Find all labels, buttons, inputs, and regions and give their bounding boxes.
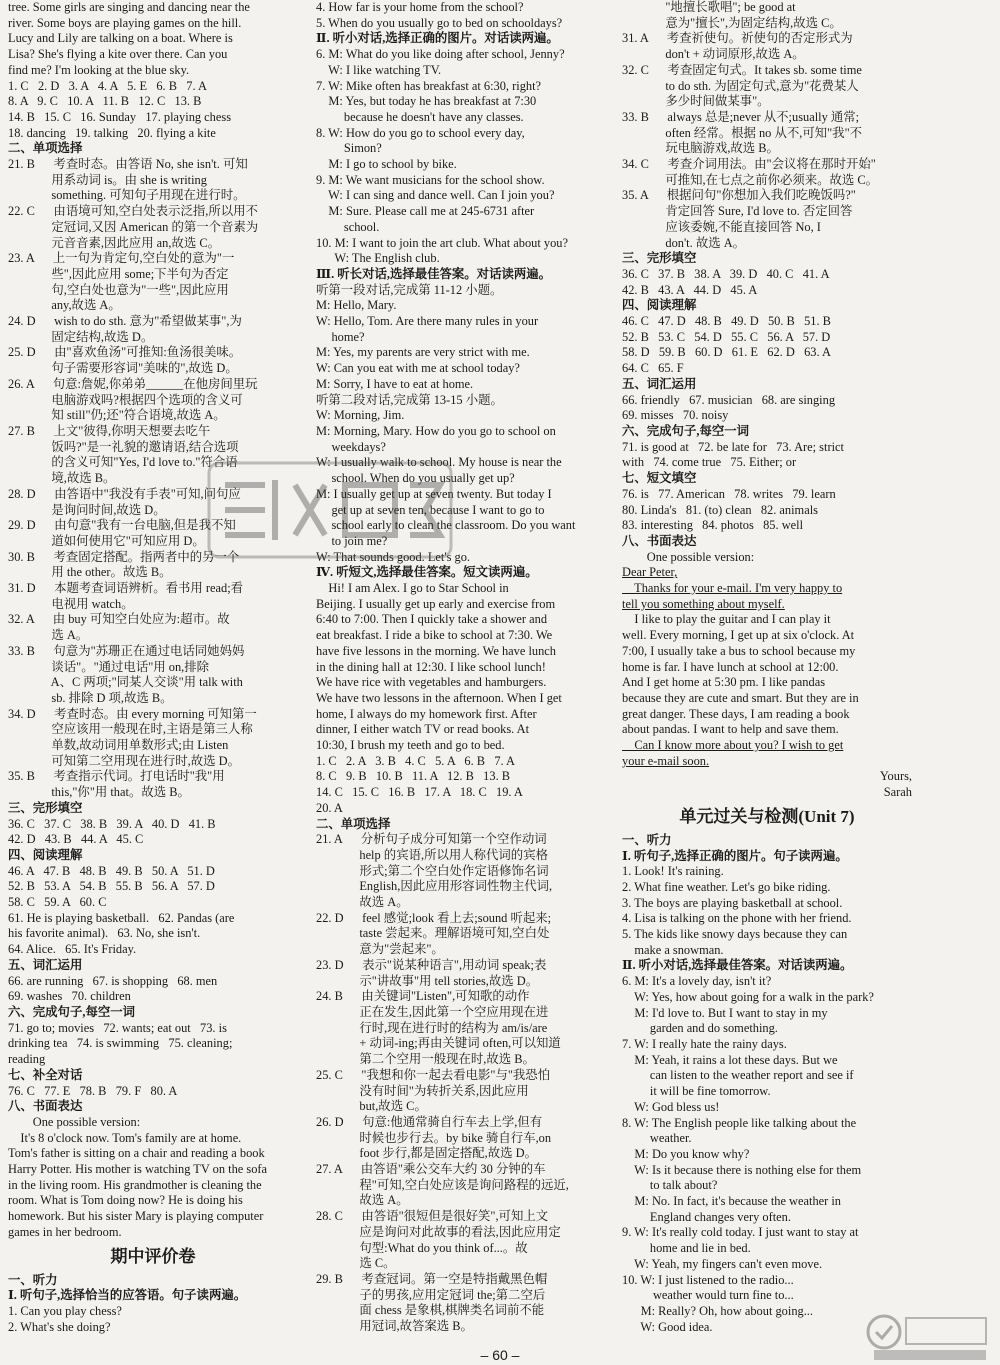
text-line: foot 步行,都是固定搭配,故选 D。 [316,1146,537,1161]
middle-column [316,0,602,1345]
section-heading: 七、补全对话 [8,1067,83,1082]
text-line: 7. W: Mike often has breakfast at 6:30, right? [316,78,542,93]
text-line: weather. [622,1131,692,1146]
text-line: 23. A 上一句为肯定句,空白处的意为"一 [8,251,235,266]
text-line: 面 chess 是象棋,棋牌类名词前不能 [316,1303,545,1318]
text-line: M: Yes, my parents are very strict with me. [316,345,530,360]
text-line: 1. Can you play chess? [8,1303,122,1318]
text-line: 谈话"。"通过电话"用 on,排除 [8,659,210,674]
section-heading: 八、书面表达 [8,1099,83,1114]
section-heading: Ⅰ. 听句子,选择恰当的应答语。句子读两遍。 [8,1288,247,1303]
text-line: 8. A 9. C 10. A 11. B 12. C 13. B [8,94,202,109]
text-line: 示"讲故事"用 tell stories,故选 D。 [316,973,539,988]
text-line: 80. Linda's 81. (to) clean 82. animals [622,502,818,517]
text-line: 10:30, I brush my teeth and go to bed. [316,738,505,753]
text-line: 36. C 37. C 38. B 39. A 40. D 41. B [8,816,216,831]
text-line: 42. B 43. A 44. D 45. A [622,282,758,297]
text-line: 35. B 考查指示代词。打电话时"我"用 [8,769,225,784]
text-line: taste 尝起来。理解语境可知,空白处 [316,926,550,941]
text-line: One possible version: [8,1114,141,1129]
text-line: 些",因此应用 some;下半句为否定 [8,266,229,281]
text-line: 64. C 65. F [622,361,684,376]
text-line: W: Morning, Jim. [316,408,405,423]
text-line: 用 the other。故选 B。 [8,565,172,580]
text-line: 24. D wish to do sth. 意为"希望做某事",为 [8,314,242,329]
text-line: M: Yeah, it rains a lot these days. But we [622,1052,838,1067]
text-line: home and lie in bed. [622,1241,751,1256]
section-heading: Ⅰ. 听句子,选择正确的图片。句子读两遍。 [622,848,848,863]
text-line: 玩电脑游戏,故选 B。 [622,141,779,156]
text-line: 句型:What do you think of...。故 [316,1240,528,1255]
text-line: tree. Some girls are singing and dancing near the [8,0,250,14]
text-line: M: Sorry, I have to eat at home. [316,376,474,391]
text-line: 21. A 分析句子成分可知第一个空作动词 [316,832,547,847]
text-line: 时候也步行去。by bike 骑自行车,on [316,1130,552,1145]
text-line: 1. C 2. A 3. B 4. C 5. A 6. B 7. A [316,753,515,768]
text-line: 52. B 53. A 54. B 55. B 56. A 57. D [8,879,215,894]
text-line: A、C 两项;"同某人交谈"用 talk with [8,675,243,690]
text-line: 应是询问对此故事的看法,因此应用定 [316,1224,561,1239]
section-heading: 一、听力 [8,1272,58,1287]
text-line: 35. A 根据问句"你想加入我们吃晚饭吗?" [622,188,856,203]
text-line: 正在发生,因此第一个空应用现在进 [316,1005,549,1019]
text-line: Sarah [883,785,912,800]
text-line: 30. B 考查固定搭配。指两者中的另一个 [8,549,240,564]
text-line: Tom's father is sitting on a chair and reading a book [8,1146,265,1161]
text-line: 32. A 由 buy 可知空白处应为:超市。故 [8,612,230,627]
text-line: 意为"尝起来"。 [316,942,444,957]
text-line: 5. When do you usually go to bed on schooldays? [316,15,563,30]
text-line: 肯定回答 Sure, I'd love to. 否定回答 [622,204,853,219]
text-line: but,故选 C。 [316,1099,427,1114]
text-line: 空应该用一般现在时,主语是第三人称 [8,722,253,737]
text-line: 20. A [316,800,343,815]
text-line: 71. is good at 72. be late for 73. Are; strict [622,439,844,454]
section-heading: 八、书面表达 [622,533,697,548]
section-heading: 一、听力 [622,832,672,847]
text-line: M: Morning, Mary. How do you go to school on [316,423,556,438]
text-line: help 的宾语,所以用人称代词的宾格 [316,847,548,862]
section-heading: 二、单项选择 [8,141,83,156]
text-line: 2. What fine weather. Let's go bike riding. [622,879,831,894]
text-line: 应该委婉,不能直接回答 No, I [622,219,821,234]
section-heading: 三、完形填空 [622,251,697,266]
text-line: Harry Potter. His mother is watching TV on the sofa [8,1162,268,1177]
text-line: well. Every morning, I get up at six o'clock. At [622,628,855,643]
text-line: 31. A 考查祈使句。祈使句的否定形式为 [622,31,853,46]
text-line: 6:40 to 7:00. Then I quickly take a shower and [316,612,548,627]
text-line: W: Is it because there is nothing else for them [622,1162,862,1177]
text-line: it will be fine tomorrow. [622,1084,771,1099]
text-line: 6. M: What do you like doing after school, Jenny? [316,47,565,62]
text-line: 用冠词,故答案选 B。 [316,1319,473,1334]
text-line: reading [8,1052,46,1067]
text-line: 27. A 由答语"乘公交车大约 30 分钟的车 [316,1162,546,1177]
text-line: W: Good idea. [622,1319,713,1334]
text-line: 电视用 watch。 [8,596,134,611]
text-line: W: I usually walk to school. My house is near the [316,455,562,470]
text-line: 71. go to; movies 72. wants; eat out 73. is [8,1020,227,1035]
text-line: Yours, [879,769,912,784]
text-line: sb. 排除 D 项,故选 B。 [8,690,173,705]
text-line: I like to play the guitar and I can play it [622,612,831,627]
text-line: 可推知,在七点之前你必须来。故选 C。 [622,172,879,187]
text-line: river. Some boys are playing games on the hill. [8,15,242,30]
text-line: 10. M: I want to join the art club. What about you? [316,235,569,250]
text-line: + 动词-ing;再由关键词 often,可以知道 [316,1036,561,1051]
section-heading: Ⅳ. 听短文,选择最佳答案。短文读两遍。 [316,565,538,580]
text-line: M: I usually get up at seven twenty. But today I [316,486,552,501]
text-line: W: God bless us! [622,1099,720,1114]
text-line: W: I like watching TV. [316,62,442,77]
text-line: 故选 A。 [316,895,409,910]
text-line: 意为"擅长",为固定结构,故选 C。 [622,15,842,30]
section-heading: Ⅱ. 听小对话,选择正确的图片。对话读两遍。 [316,31,559,46]
text-line: 33. B 句意为"苏珊正在通过电话同她妈妈 [8,643,245,658]
text-line: 23. D 表示"说某种语言",用动词 speak;表 [316,957,547,972]
text-line: 第二个空用一般现在时,故选 B。 [316,1052,535,1067]
text-line: 27. B 上文"彼得,你明天想要去吃午 [8,423,211,438]
text-line: 31. D 本题考查词语辨析。看书用 read;看 [8,581,244,596]
text-line: 用系动词 is。由 she is writing [8,172,207,187]
text-line: M: Yes, but today he has breakfast at 7:30 [316,94,537,109]
text-line: 9. W: It's really cold today. I just want to stay at [622,1225,859,1240]
text-line: W: Yeah, my fingers can't even move. [622,1256,823,1271]
section-heading: 五、词汇运用 [622,376,697,391]
text-line: One possible version: [622,549,755,564]
section-title: 期中评价卷 [110,1246,196,1266]
section-heading: 五、词汇运用 [8,957,83,972]
text-line: weather would turn fine to... [622,1288,794,1303]
text-line: because they are cute and smart. But they are in [622,690,859,705]
text-line: something. 可知句子用现在进行时。 [8,188,246,203]
text-line: to join me? [316,533,388,548]
text-line: about pandas. I want to help and save them. [622,722,839,737]
text-line: 34. D 考查时态。由 every morning 可知第一 [8,706,257,721]
text-line: 58. C 59. A 60. C [8,895,107,910]
text-line: W: That sounds good. Let's go. [316,549,471,564]
section-heading: Ⅱ. 听小对话,选择最佳答案。对话读两遍。 [622,958,853,973]
text-line: Dear Peter, [622,565,678,580]
text-line: 1. C 2. D 3. A 4. A 5. E 6. B 7. A [8,78,207,93]
text-line: M: I go to school by bike. [316,157,457,172]
right-column [622,0,912,1345]
text-line: 25. D 由"喜欢鱼汤"可推知:鱼汤很美味。 [8,345,242,360]
text-line: to do sth. 为固定句式,意为"花费某人 [622,78,859,93]
text-line: 61. He is playing basketball. 62. Pandas (are [8,910,235,925]
text-line: 多少时间做某事"。 [622,94,770,109]
text-line: 选 A。 [8,628,89,643]
text-line: 76. C 77. E 78. B 79. F 80. A [8,1083,178,1098]
text-line: school. When do you usually get up? [316,471,515,486]
text-line: room. What is Tom doing now? He is doing his [8,1193,243,1208]
text-line: 42. D 43. B 44. A 45. C [8,832,144,847]
text-line: 28. D 由答语中"我没有手表"可知,问句应 [8,486,241,501]
text-line: 76. is 77. American 78. writes 79. learn [622,486,836,501]
page-number: – 60 – [480,1347,520,1363]
text-line: garden and do something. [622,1021,778,1036]
text-line: 36. C 37. B 38. A 39. D 40. C 41. A [622,266,830,281]
text-line: 25. C "我想和你一起去看电影"与"我恐怕 [316,1067,551,1082]
text-line: home, I always do my homework first. After [316,706,537,721]
text-line: 的含义可知"Yes, I'd love to."符合语 [8,455,238,470]
text-line: find me? I'm looking at the blue sky. [8,62,190,77]
text-line: make a snowman. [622,942,724,957]
text-line: 14. C 15. C 16. B 17. A 18. C 19. A [316,785,523,800]
text-line: have five lessons in the morning. We have lunch [316,643,556,658]
text-line: 4. Lisa is talking on the phone with her friend. [622,911,852,926]
text-line: 句,空白处也意为"一些",因此应用 [8,282,229,297]
text-line: 2. What's she doing? [8,1319,111,1334]
text-line: 69. misses 70. noisy [622,408,729,423]
section-title: 单元过关与检测(Unit 7) [679,806,855,826]
text-line: 46. A 47. B 48. B 49. B 50. A 51. D [8,863,215,878]
text-line: Thanks for your e-mail. I'm very happy to [622,581,843,596]
text-line: 26. D 句意:他通常骑自行车去上学,但有 [316,1114,543,1129]
text-line: 8. C 9. B 10. B 11. A 12. B 13. B [316,769,511,784]
text-line: weekdays? [316,439,386,454]
text-line: 听第二段对话,完成第 13-15 小题。 [316,392,503,407]
text-line: 58. D 59. B 60. D 61. E 62. D 63. A [622,345,831,360]
text-line: We have rice with vegetables and hamburgers. [316,675,547,690]
text-line: 5. The kids like snowy days because they can [622,927,848,942]
text-line: eat breakfast. I ride a bike to school at 7:30. We [316,628,553,643]
text-line: 52. B 53. C 54. D 55. C 56. A 57. D [622,329,831,344]
text-line: 21. B 考查时态。由答语 No, she isn't. 可知 [8,157,248,172]
text-line: 饭吗?"是一礼貌的邀请语,结合选项 [8,439,239,454]
text-line: with 74. come true 75. Either; or [622,455,797,470]
text-line: 行时,现在进行时的结构为 am/is/are [316,1020,548,1035]
text-line: 32. C 考查固定句式。It takes sb. some time [622,62,862,77]
text-line: Lucy and Lily are talking on a boat. Where is [8,31,233,46]
text-line: school. [316,219,380,234]
text-line: 22. D feel 感觉;look 看上去;sound 听起来; [316,910,552,925]
section-heading: Ⅲ. 听长对话,选择最佳答案。对话读两遍。 [316,266,552,281]
text-line: M: I'd love to. But I want to stay in my [622,1005,828,1020]
text-line: W: Can you eat with me at school today? [316,361,520,376]
text-line: W: The English club. [316,251,440,266]
text-line: 29. D 由句意"我有一台电脑,但是我不知 [8,518,236,533]
text-line: W: I can sing and dance well. Can I join you? [316,188,555,203]
text-line: get up at seven ten, because I want to go to [316,502,545,517]
text-line: 7:00, I usually take a bus to school because my [622,643,856,658]
text-line: 6. M: It's a lovely day, isn't it? [622,974,772,989]
text-line: 7. W: I really hate the rainy days. [622,1037,787,1051]
section-heading: 七、短文填空 [622,471,697,486]
text-line: Can I know more about you? I wish to get [622,738,844,753]
text-line: 8. W: How do you go to school every day, [316,125,525,140]
left-column [8,0,298,1345]
text-line: 66. are running 67. is shopping 68. men [8,973,218,988]
text-line: tell you something about myself. [622,596,785,611]
text-line: any,故选 A。 [8,298,121,313]
text-line: in the dining hall at 12:30. I like school lunch! [316,659,546,674]
text-line: 道如何使用它"可知应用 D。 [8,533,205,548]
text-line: 程"可知,空白处应该是询问路程的远近, [316,1177,569,1192]
section-heading: 六、完成句子,每空一词 [8,1005,136,1019]
section-heading: 二、单项选择 [316,816,391,831]
text-line: M: Hello, Mary. [316,298,397,313]
section-heading: 四、阅读理解 [622,298,697,313]
text-line: 14. B 15. C 16. Sunday 17. playing chess [8,109,232,124]
text-line: Beijing. I usually get up early and exercise from [316,596,556,611]
text-line: 是询问时间,故选 D。 [8,502,166,517]
text-line: 可知第二空用现在进行时,故选 D。 [8,753,240,768]
text-line: English,因此应用形容词性物主代词, [316,879,553,894]
section-heading: 四、阅读理解 [8,847,83,862]
text-line: Lisa? She's flying a kite over there. Can you [8,47,228,62]
text-line: 听第一段对话,完成第 11-12 小题。 [316,282,503,297]
text-line: 29. B 考查冠词。第一空是特指戴黑色帽 [316,1271,548,1286]
text-line: 电脑游戏吗?根据四个选项的含义可 [8,392,243,407]
text-line: 固定结构,故选 D。 [8,329,154,344]
text-line: homework. But his sister Mary is playing computer [8,1209,264,1224]
text-line: M: Do you know why? [622,1146,750,1161]
text-line: 定冠词,又因 American 的第一个音素为 [8,219,259,234]
text-line: 26. A 句意:詹妮,你弟弟______在他房间里玩 [8,376,258,391]
text-line: home is far. I have lunch at school at 12:00. [622,659,839,674]
text-line: 知 still"仍;还"符合语境,故选 A。 [8,408,226,423]
text-line: It's 8 o'clock now. Tom's family are at home. [8,1130,242,1145]
text-line: 元音音素,因此应用 an,故选 C。 [8,235,221,250]
text-line: 66. friendly 67. musician 68. are singing [622,392,836,407]
text-line: Simon? [316,141,382,156]
text-line: 1. Look! It's raining. [622,864,724,879]
text-line: 子的男孩,应用定冠词 the;第二空后 [316,1287,546,1302]
text-line: his favorite animal). 63. No, she isn't. [8,926,201,941]
text-line: And I get home at 5:30 pm. I like pandas [622,675,826,690]
text-line: home? [316,329,365,344]
text-line: 33. B always 总是;never 从不;usually 通常; [622,109,860,124]
section-heading: 六、完成句子,每空一词 [622,423,750,438]
text-line: 4. How far is your home from the school? [316,0,524,14]
text-line: often 经常。根据 no 从不,可知"我"不 [622,125,863,140]
text-line: 单数,故动词用单数形式;由 Listen [8,738,229,753]
text-line: 22. C 由语境可知,空白处表示泛指,所以用不 [8,204,258,219]
text-line: 69. washes 70. children [8,989,131,1004]
text-line: this,"你"用 that。故选 B。 [8,785,190,800]
text-line: 46. C 47. D 48. B 49. D 50. B 51. B [622,314,831,329]
text-line: M: Really? Oh, how about going... [622,1303,814,1318]
section-heading: 三、完形填空 [8,800,83,815]
text-line: great danger. These days, I am reading a book [622,706,850,721]
text-line: 83. interesting 84. photos 85. well [622,518,804,533]
text-line: 形式;第二个空白处作定语修饰名词 [316,863,549,878]
text-line: don't + 动词原形,故选 A。 [622,47,805,62]
text-line: don't. 故选 A。 [622,235,746,250]
text-line: We have two lessons in the afternoon. When I get [316,690,562,705]
text-line: 没有时间"为转折关系,因此应用 [316,1083,529,1098]
text-line: to talk about? [622,1178,718,1193]
text-line: 3. The boys are playing basketball at school. [622,895,843,910]
text-line: 18. dancing 19. talking 20. flying a kite [8,125,216,140]
text-line: 10. W: I just listened to the radio... [622,1272,794,1287]
text-line: drinking tea 74. is swimming 75. cleaning; [8,1036,233,1051]
text-line: in the living room. His grandmother is cleaning the [8,1177,262,1192]
text-line: England changes very often. [622,1209,791,1224]
text-line: 24. B 由关键词"Listen",可知歌的动作 [316,989,530,1004]
text-line: W: Hello, Tom. Are there many rules in your [316,314,539,329]
text-line: 28. C 由答语"很短但是很好笑",可知上文 [316,1209,549,1224]
text-line: M: No. In fact, it's because the weather in [622,1194,841,1209]
text-line: M: Sure. Please call me at 245-6731 after [316,204,535,219]
text-line: 8. W: The English people like talking about the [622,1115,857,1130]
text-line: your e-mail soon. [622,753,710,768]
text-line: 9. M: We want musicians for the school show. [316,172,545,187]
text-line: Hi! I am Alex. I go to Star School in [316,581,509,596]
text-line: 64. Alice. 65. It's Friday. [8,942,137,957]
text-line: games in her bedroom. [8,1224,122,1239]
text-line: 境,故选 B。 [8,471,116,486]
text-line: "地擅长歌唱"; be good at [622,0,796,14]
text-line: school early to clean the classroom. Do you want [316,518,576,533]
text-line: 选 C。 [316,1256,396,1271]
text-line: 34. C 考查介词用法。由"会议将在那时开始" [622,157,876,172]
text-line: W: Yes, how about going for a walk in the park? [622,989,874,1004]
text-line: 句子需要形容词"美味的",故选 D。 [8,361,238,376]
text-line: because he doesn't have any classes. [316,109,524,124]
text-line: 故选 A。 [316,1193,409,1208]
text-line: can listen to the weather report and see if [622,1068,854,1083]
text-line: dinner, I either watch TV or read books. At [316,722,530,737]
